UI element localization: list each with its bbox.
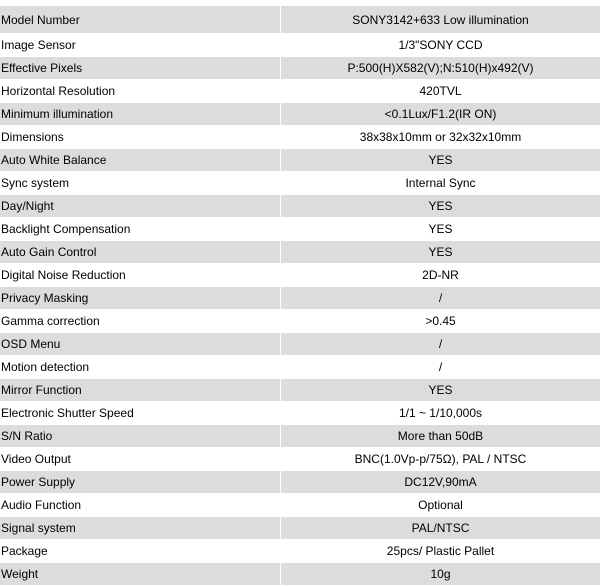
table-row <box>0 149 600 172</box>
table-row <box>0 448 600 471</box>
table-row <box>0 356 600 379</box>
spec-label: Signal system <box>0 517 280 540</box>
table-row <box>0 218 600 241</box>
spec-label: Day/Night <box>0 195 280 218</box>
table-row <box>0 80 600 103</box>
spec-label: Auto White Balance <box>0 149 280 172</box>
table-row <box>0 402 600 425</box>
table-row <box>0 540 600 563</box>
spec-label: Weight <box>0 563 280 586</box>
table-row <box>0 103 600 126</box>
spec-value: 2D-NR <box>280 264 600 287</box>
spec-value: YES <box>280 379 600 402</box>
table-row <box>0 57 600 80</box>
table-row <box>0 517 600 540</box>
table-row <box>0 287 600 310</box>
spec-value: 420TVL <box>280 80 600 103</box>
spec-label: Auto Gain Control <box>0 241 280 264</box>
spec-label: OSD Menu <box>0 333 280 356</box>
table-row <box>0 195 600 218</box>
spec-value: 1/3"SONY CCD <box>280 34 600 57</box>
spec-label: S/N Ratio <box>0 425 280 448</box>
table-row <box>0 126 600 149</box>
spec-value: BNC(1.0Vp-p/75Ω), PAL / NTSC <box>280 448 600 471</box>
spec-label: Sync system <box>0 172 280 195</box>
table-row <box>0 471 600 494</box>
spec-table <box>0 6 600 586</box>
spec-value: 25pcs/ Plastic Pallet <box>280 540 600 563</box>
table-row <box>0 310 600 333</box>
spec-value: 1/1 ~ 1/10,000s <box>280 402 600 425</box>
spec-value: YES <box>280 149 600 172</box>
spec-label: Effective Pixels <box>0 57 280 80</box>
spec-value: More than 50dB <box>280 425 600 448</box>
spec-label: Minimum illumination <box>0 103 280 126</box>
spec-label: Power Supply <box>0 471 280 494</box>
spec-value: / <box>280 333 600 356</box>
spec-value: PAL/NTSC <box>280 517 600 540</box>
spec-value: P:500(H)X582(V);N:510(H)x492(V) <box>280 57 600 80</box>
spec-label: Image Sensor <box>0 34 280 57</box>
table-row <box>0 425 600 448</box>
spec-value: YES <box>280 195 600 218</box>
spec-label: Video Output <box>0 448 280 471</box>
spec-value: Optional <box>280 494 600 517</box>
table-row <box>0 333 600 356</box>
spec-label: Electronic Shutter Speed <box>0 402 280 425</box>
spec-value: / <box>280 356 600 379</box>
table-row <box>0 241 600 264</box>
table-row <box>0 6 600 34</box>
table-row <box>0 172 600 195</box>
spec-label: Gamma correction <box>0 310 280 333</box>
spec-value: YES <box>280 218 600 241</box>
spec-label: Digital Noise Reduction <box>0 264 280 287</box>
spec-value: DC12V,90mA <box>280 471 600 494</box>
spec-value: >0.45 <box>280 310 600 333</box>
spec-label: Dimensions <box>0 126 280 149</box>
table-row <box>0 563 600 586</box>
spec-value: Internal Sync <box>280 172 600 195</box>
spec-label: Package <box>0 540 280 563</box>
spec-label: Privacy Masking <box>0 287 280 310</box>
spec-value: YES <box>280 241 600 264</box>
spec-label: Mirror Function <box>0 379 280 402</box>
spec-value: <0.1Lux/F1.2(IR ON) <box>280 103 600 126</box>
table-row <box>0 379 600 402</box>
table-row <box>0 264 600 287</box>
spec-label: Audio Function <box>0 494 280 517</box>
spec-value: 10g <box>280 563 600 586</box>
table-row <box>0 34 600 57</box>
spec-label: Model Number <box>0 6 280 34</box>
spec-value: 38x38x10mm or 32x32x10mm <box>280 126 600 149</box>
table-row <box>0 494 600 517</box>
spec-label: Horizontal Resolution <box>0 80 280 103</box>
spec-label: Motion detection <box>0 356 280 379</box>
spec-value: / <box>280 287 600 310</box>
spec-table-body <box>0 6 600 586</box>
spec-label: Backlight Compensation <box>0 218 280 241</box>
spec-value: SONY3142+633 Low illumination <box>280 6 600 34</box>
